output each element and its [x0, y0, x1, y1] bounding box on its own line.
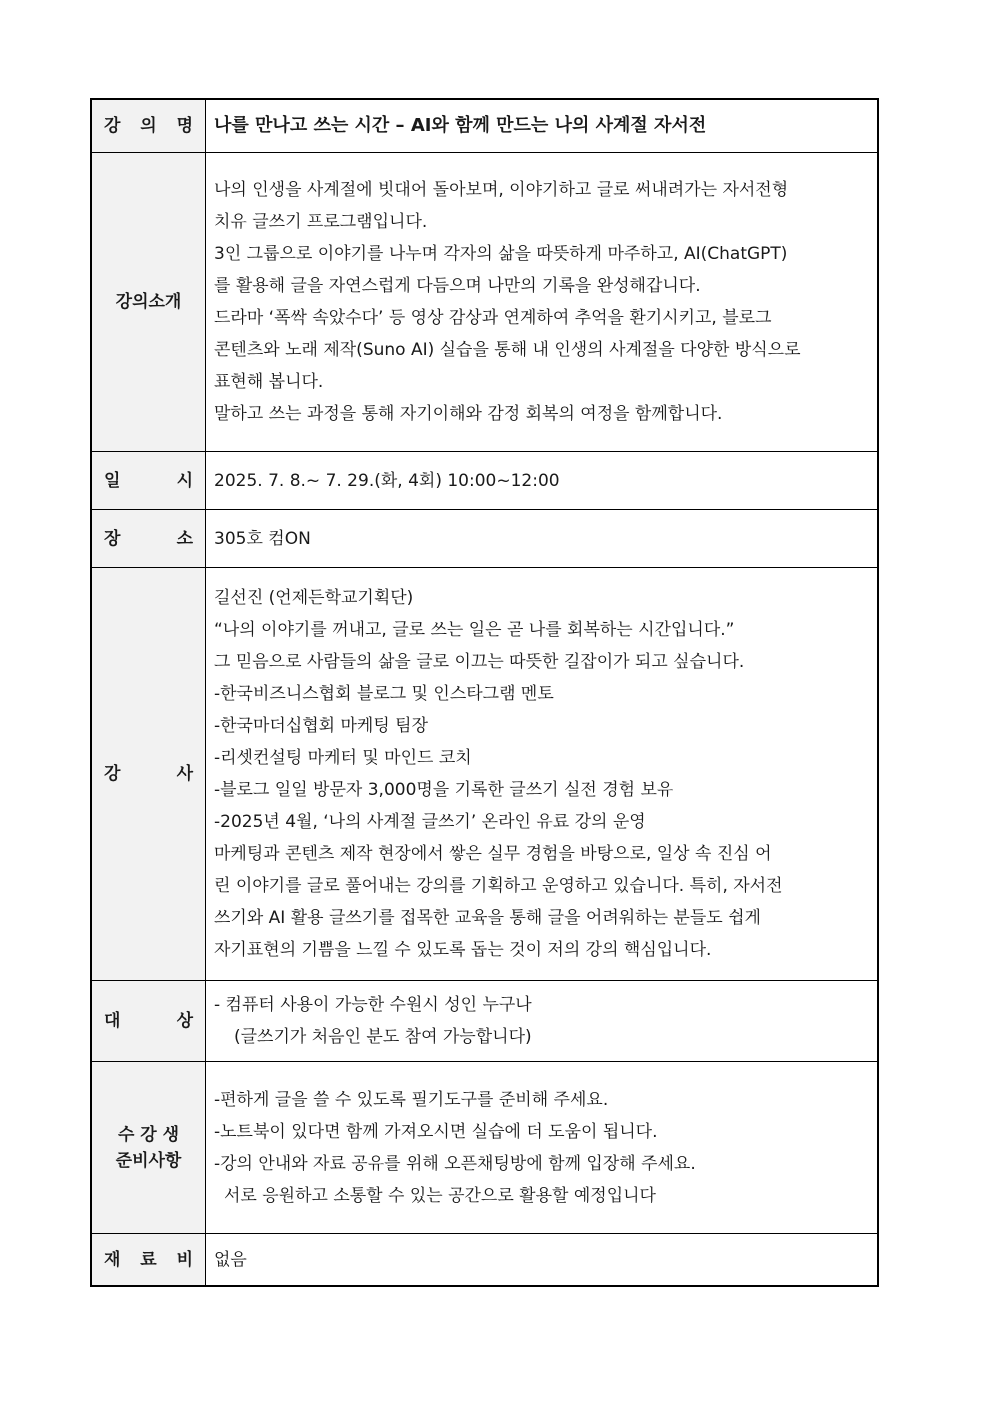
lecturer-line: 쓰기와 AI 활용 글쓰기를 접목한 교육을 통해 글을 어려워하는 분들도 쉽게	[214, 908, 761, 928]
label-char: 사	[176, 764, 193, 784]
place-text: 305호 컴ON	[214, 528, 311, 549]
prep-line: -편하게 글을 쓸 수 있도록 필기도구를 준비해 주세요.	[214, 1089, 609, 1110]
lecture-info-table	[90, 98, 879, 1287]
value-place	[206, 510, 879, 568]
label-text: 강의소개	[115, 292, 182, 312]
label-char: 장	[104, 528, 121, 549]
target-line: (글쓰기가 처음인 분도 참여 가능합니다)	[234, 1027, 532, 1047]
prep-line: 서로 응원하고 소통할 수 있는 공간으로 활용할 예정입니다	[224, 1185, 656, 1206]
value-introduction	[206, 153, 879, 452]
intro-line: 3인 그룹으로 이야기를 나누며 각자의 삶을 따뜻하게 마주하고, AI(ChatGPT)	[214, 244, 788, 264]
lecturer-line: 마케팅과 콘텐츠 제작 현장에서 쌓은 실무 경험을 바탕으로, 일상 속 진심 어	[214, 844, 772, 864]
intro-line: 콘텐츠와 노래 제작(Suno AI) 실습을 통해 내 인생의 사계절을 다양한 방식으로	[214, 340, 801, 360]
lecture-title-text: 나를 만나고 쓰는 시간 – AI와 함께 만드는 나의 사계절 자서전	[214, 115, 707, 136]
label-target	[91, 981, 206, 1062]
label-char: 강	[104, 764, 121, 784]
label-char: 강	[104, 116, 121, 136]
label-char: 의	[140, 116, 157, 136]
intro-line: 나의 인생을 사계절에 빗대어 돌아보며, 이야기하고 글로 써내려가는 자서전형	[214, 180, 789, 200]
lecturer-line: -한국비즈니스협회 블로그 및 인스타그램 멘토	[214, 684, 554, 704]
label-place	[91, 510, 206, 568]
lecturer-line: 길선진 (언제든학교기획단)	[214, 588, 414, 608]
intro-line: 를 활용해 글을 자연스럽게 다듬으며 나만의 기록을 완성해갑니다.	[214, 276, 701, 296]
label-lecturer	[91, 568, 206, 981]
value-preparation	[206, 1062, 879, 1234]
schedule-text: 2025. 7. 8.~ 7. 29.(화, 4회) 10:00~12:00	[214, 470, 560, 491]
label-text: 수 강 생	[117, 1124, 180, 1145]
lecturer-line: -2025년 4월, ‘나의 사계절 글쓰기’ 온라인 유료 강의 운영	[214, 812, 646, 832]
intro-line: 드라마 ‘폭싹 속았수다’ 등 영상 감상과 연계하여 추억을 환기시키고, 블로그	[214, 308, 772, 328]
value-material-fee	[206, 1234, 879, 1287]
row-lecture-title	[91, 99, 878, 153]
label-char: 상	[176, 1011, 193, 1031]
label-introduction	[91, 153, 206, 452]
row-place	[91, 510, 878, 568]
label-char: 비	[176, 1249, 193, 1270]
prep-line: -노트북이 있다면 함께 가져오시면 실습에 더 도움이 됩니다.	[214, 1121, 658, 1142]
label-char: 시	[176, 470, 193, 491]
lecturer-line: 자기표현의 기쁨을 느낄 수 있도록 돕는 것이 저의 강의 핵심입니다.	[214, 940, 712, 960]
row-material-fee	[91, 1234, 878, 1287]
intro-line: 치유 글쓰기 프로그램입니다.	[214, 212, 428, 232]
row-introduction	[91, 153, 878, 452]
label-text: 준비사항	[115, 1150, 182, 1171]
lecturer-line: 그 믿음으로 사람들의 삶을 글로 이끄는 따뜻한 길잡이가 되고 싶습니다.	[214, 652, 745, 672]
label-char: 소	[176, 528, 193, 549]
row-target	[91, 981, 878, 1062]
label-char: 대	[104, 1011, 121, 1031]
label-char: 료	[140, 1249, 157, 1270]
target-line: - 컴퓨터 사용이 가능한 수원시 성인 누구나	[214, 995, 532, 1015]
fee-text: 없음	[214, 1249, 247, 1270]
row-lecturer	[91, 568, 878, 981]
label-char: 재	[104, 1249, 121, 1270]
label-char: 명	[176, 116, 193, 136]
lecturer-line: -리셋컨설팅 마케터 및 마인드 코치	[214, 748, 472, 768]
label-material-fee	[91, 1234, 206, 1287]
row-schedule	[91, 452, 878, 510]
value-schedule	[206, 452, 879, 510]
label-char: 일	[104, 470, 121, 491]
lecturer-line: -블로그 일일 방문자 3,000명을 기록한 글쓰기 실전 경험 보유	[214, 780, 674, 800]
label-lecture-title	[91, 99, 206, 153]
value-lecture-title	[206, 99, 879, 153]
lecturer-line: “나의 이야기를 꺼내고, 글로 쓰는 일은 곧 나를 회복하는 시간입니다.”	[214, 620, 735, 640]
intro-line: 말하고 쓰는 과정을 통해 자기이해와 감정 회복의 여정을 함께합니다.	[214, 404, 723, 424]
lecturer-line: -한국마더십협회 마케팅 팀장	[214, 716, 429, 736]
value-target	[206, 981, 879, 1062]
label-schedule	[91, 452, 206, 510]
lecturer-line: 린 이야기를 글로 풀어내는 강의를 기획하고 운영하고 있습니다. 특히, 자서전	[214, 876, 783, 896]
row-preparation	[91, 1062, 878, 1234]
intro-line: 표현해 봅니다.	[214, 372, 324, 392]
label-preparation	[91, 1062, 206, 1234]
prep-line: -강의 안내와 자료 공유를 위해 오픈채팅방에 함께 입장해 주세요.	[214, 1153, 696, 1174]
value-lecturer	[206, 568, 879, 981]
